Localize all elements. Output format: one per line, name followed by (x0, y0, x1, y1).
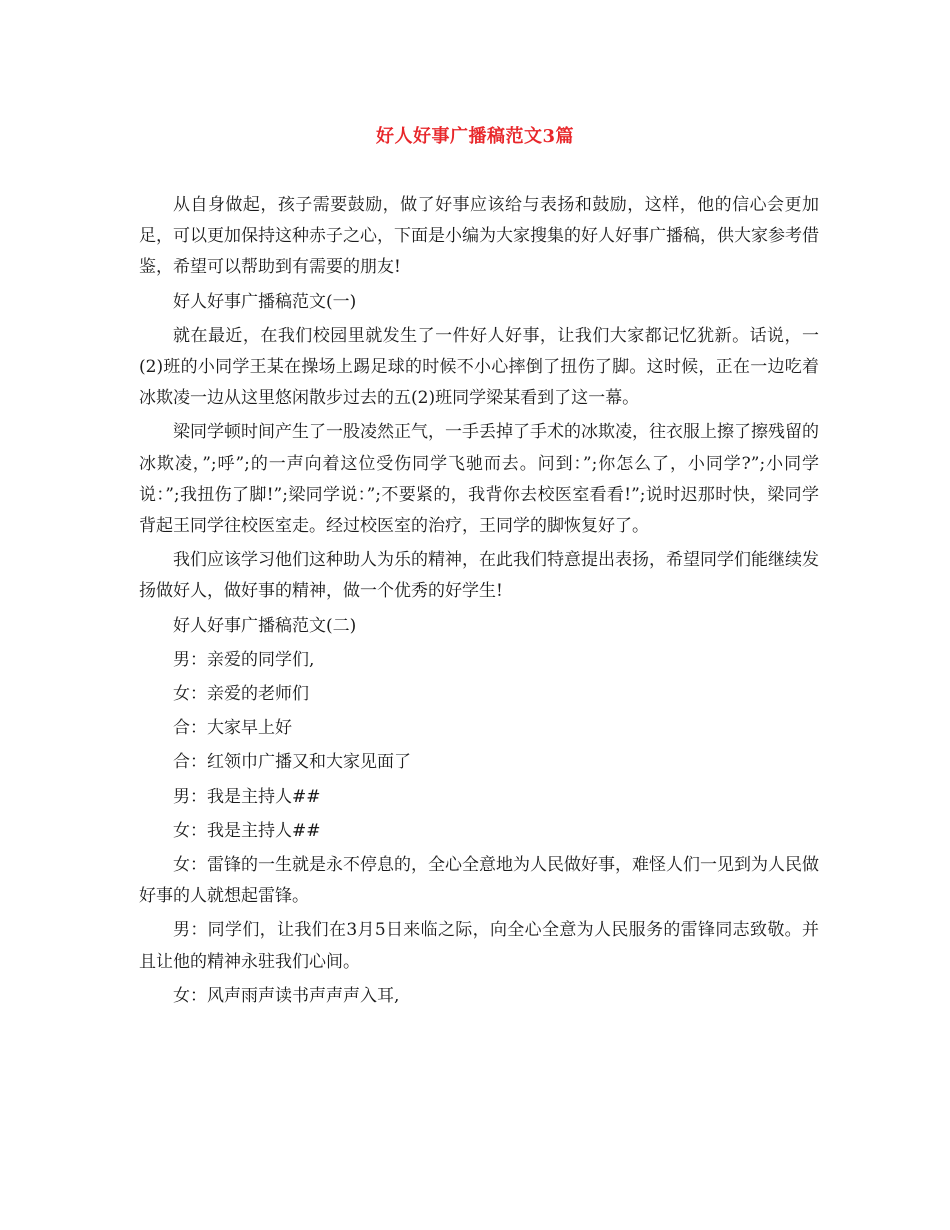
section-heading-2: 好人好事广播稿范文(二) (173, 615, 357, 636)
dialogue-line: 女：我是主持人## (173, 820, 321, 841)
document-body (139, 190, 819, 1015)
dialogue-line: 男：同学们，让我们在3月5日来临之际，向全心全意为人民服务的雷锋同志致敬。并且让他的精神永驻我们心间。 (139, 920, 819, 972)
dialogue-line: 男：我是主持人## (173, 786, 321, 807)
dialogue-line: 女：雷锋的一生就是永不停息的，全心全意地为人民做好事，难怪人们一见到为人民做好事的人就想起雷锋。 (139, 855, 819, 907)
document-title: 好人好事广播稿范文3篇 (375, 126, 575, 147)
paragraph-intro: 从自身做起，孩子需要鼓励，做了好事应该给与表扬和鼓励，这样，他的信心会更加足，可以更加保持这种赤子之心，下面是小编为大家搜集的好人好事广播稿，供大家参考借鉴，希望可以帮助到有需要的朋友! (139, 195, 819, 278)
paragraph: 梁同学顿时间产生了一股凌然正气，一手丢掉了手术的冰欺凌，往衣服上擦了擦残留的冰欺凌，”;呼”;的一声向着这位受伤同学飞驰而去。问到：”;你怎么了，小同学?”;小同学说：”;我扭伤了脚!”;梁同学说：”;不要紧的，我背你去校医室看看!”;说时迟那时快，梁同学背起王同学往校医室走。经过校医室的治疗，王同学的脚恢复好了。 (139, 422, 819, 537)
dialogue-line: 合：大家早上好 (173, 718, 292, 739)
dialogue-line: 女：风声雨声读书声声声入耳, (173, 985, 400, 1006)
dialogue-line: 合：红领巾广播又和大家见面了 (173, 752, 411, 773)
section-heading-1: 好人好事广播稿范文(一) (173, 291, 357, 312)
dialogue-line: 男：亲爱的同学们, (173, 649, 315, 670)
paragraph: 就在最近，在我们校园里就发生了一件好人好事，让我们大家都记忆犹新。话说，一(2)班的小同学王某在操场上踢足球的时候不小心摔倒了扭伤了脚。这时候，正在一边吃着冰欺凌一边从这里悠闲散步过去的五(2)班同学梁某看到了这一幕。 (139, 325, 819, 409)
paragraph: 我们应该学习他们这种助人为乐的精神，在此我们特意提出表扬，希望同学们能继续发扬做好人，做好事的精神，做一个优秀的好学生! (139, 550, 819, 602)
dialogue-line: 女：亲爱的老师们 (173, 684, 309, 705)
